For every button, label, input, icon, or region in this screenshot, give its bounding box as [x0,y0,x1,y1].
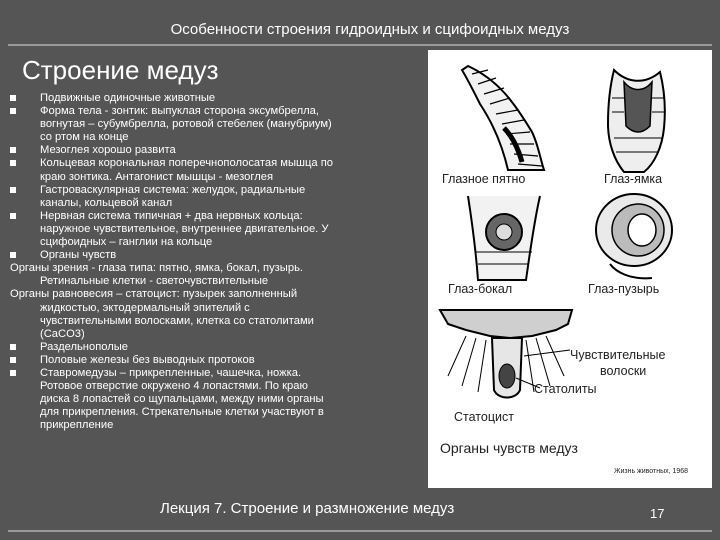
body-line-text: со ртом на конце [40,131,129,144]
body-line [10,157,422,170]
body-line-text: Подвижные одиночные животные [40,92,216,104]
body-line-text: вогнутая – субумбрелла, ротовой стебелек (манубриум) [40,118,332,131]
body-line [10,406,422,419]
body-line-text: сцифоидных – ганглии на кольце [40,236,213,249]
body-line-text: Гастроваскулярная система: желудок, радиальные [40,183,306,196]
body-line-text: жидкостью, эктодермальный эпителий с [40,301,250,314]
body-line-text: краю зонтика. Антагонист мышцы - мезоглея [40,170,273,183]
body-line-text: Ставромедузы – прикрепленные, чашечка, ножка. [40,366,302,379]
bullet-icon [10,160,16,166]
body-line [10,275,422,288]
body-line [10,105,422,118]
body-line-text: Органы чувств [40,249,117,262]
body-line [10,210,422,223]
slide-heading: Строение медуз [22,55,219,85]
body-line-text: диска 8 лопастей со щупальцами, между ними органы [40,393,324,406]
body-line [10,144,422,157]
body-line [10,131,422,144]
body-line-text: Форма тела - зонтик: выпуклая сторона эксумбрелла, [40,105,319,118]
page-number: 17 [650,506,665,521]
body-line [10,354,422,367]
caption-sensitive-hairs-2: волоски [600,364,647,378]
body-line [10,367,422,380]
eye-vesicle-illustration [590,190,680,282]
body-line-text: каналы, кольцевой канал [40,196,173,209]
body-line [10,288,422,301]
bullet-icon [10,252,16,258]
caption-eye-spot: Глазное пятно [442,172,526,186]
body-text [10,92,422,432]
bullet-icon [10,213,16,219]
body-line [10,302,422,315]
body-line [10,184,422,197]
eye-cup-illustration [462,192,544,282]
bullet-icon [10,370,16,376]
body-line-text: Половые железы без выводных протоков [40,353,255,366]
bullet-icon [10,344,16,350]
body-line [10,341,422,354]
eye-pit-illustration [594,68,684,174]
body-line-text: Ротовое отверстие окружено 4 лопастями. По краю [40,380,308,393]
caption-statocyst: Статоцист [454,410,514,424]
body-line [10,249,422,262]
body-line-text: наружное чувствительное, внутреннее двигательное. У [40,222,329,235]
body-line [10,380,422,393]
body-line-text: чувствительными волосками, клетка со статолитами [40,314,314,327]
eye-spot-illustration [448,62,558,174]
bullet-icon [10,357,16,363]
body-line-text: Кольцевая корональная поперечнополосатая мышца по [40,157,334,170]
body-line [10,118,422,131]
body-line-text: прикрепление [40,419,114,432]
body-line [10,419,422,432]
body-line-text: Мезоглея хорошо развита [40,144,176,157]
body-line-text: Органы зрения - глаза типа: пятно, ямка, бокал, пузырь. [10,262,303,275]
body-line [10,92,422,105]
body-line-text: (CaCO3) [40,327,85,340]
bullet-icon [10,187,16,193]
caption-eye-pit: Глаз-ямка [604,172,663,186]
body-line-text: Органы равновесия – статоцист: пузырек заполненный [10,288,298,301]
figure-credit: Жизнь животных, 1968 [614,468,689,475]
body-line-text: Нервная система типичная + два нервных кольца: [40,209,303,222]
body-line [10,262,422,275]
bullet-icon [10,108,16,114]
caption-sensitive-hairs: Чувствительные [570,348,666,362]
slide-top-title: Особенности строения гидроидных и сцифоидных медуз [170,21,570,38]
body-line [10,236,422,249]
caption-eye-vesicle: Глаз-пузырь [588,282,660,296]
top-divider [8,44,712,46]
bottom-divider [8,530,712,532]
figure-panel [428,50,712,488]
bullet-icon [10,147,16,153]
caption-statoliths: Статолиты [534,382,597,396]
body-line [10,315,422,328]
body-line [10,171,422,184]
body-line-text: для прикрепления. Стрекательные клетки участвуют в [40,406,324,419]
body-line [10,328,422,341]
caption-sense-organs: Органы чувств медуз [440,440,578,456]
body-line [10,393,422,406]
body-line [10,223,422,236]
caption-eye-cup: Глаз-бокал [448,282,513,296]
body-line-text: Раздельнополые [40,340,129,353]
body-line [10,197,422,210]
bullet-icon [10,95,16,101]
body-line-text: Ретинальные клетки - светочувствительные [40,275,269,288]
footer-lecture-title: Лекция 7. Строение и размножение медуз [160,500,455,517]
